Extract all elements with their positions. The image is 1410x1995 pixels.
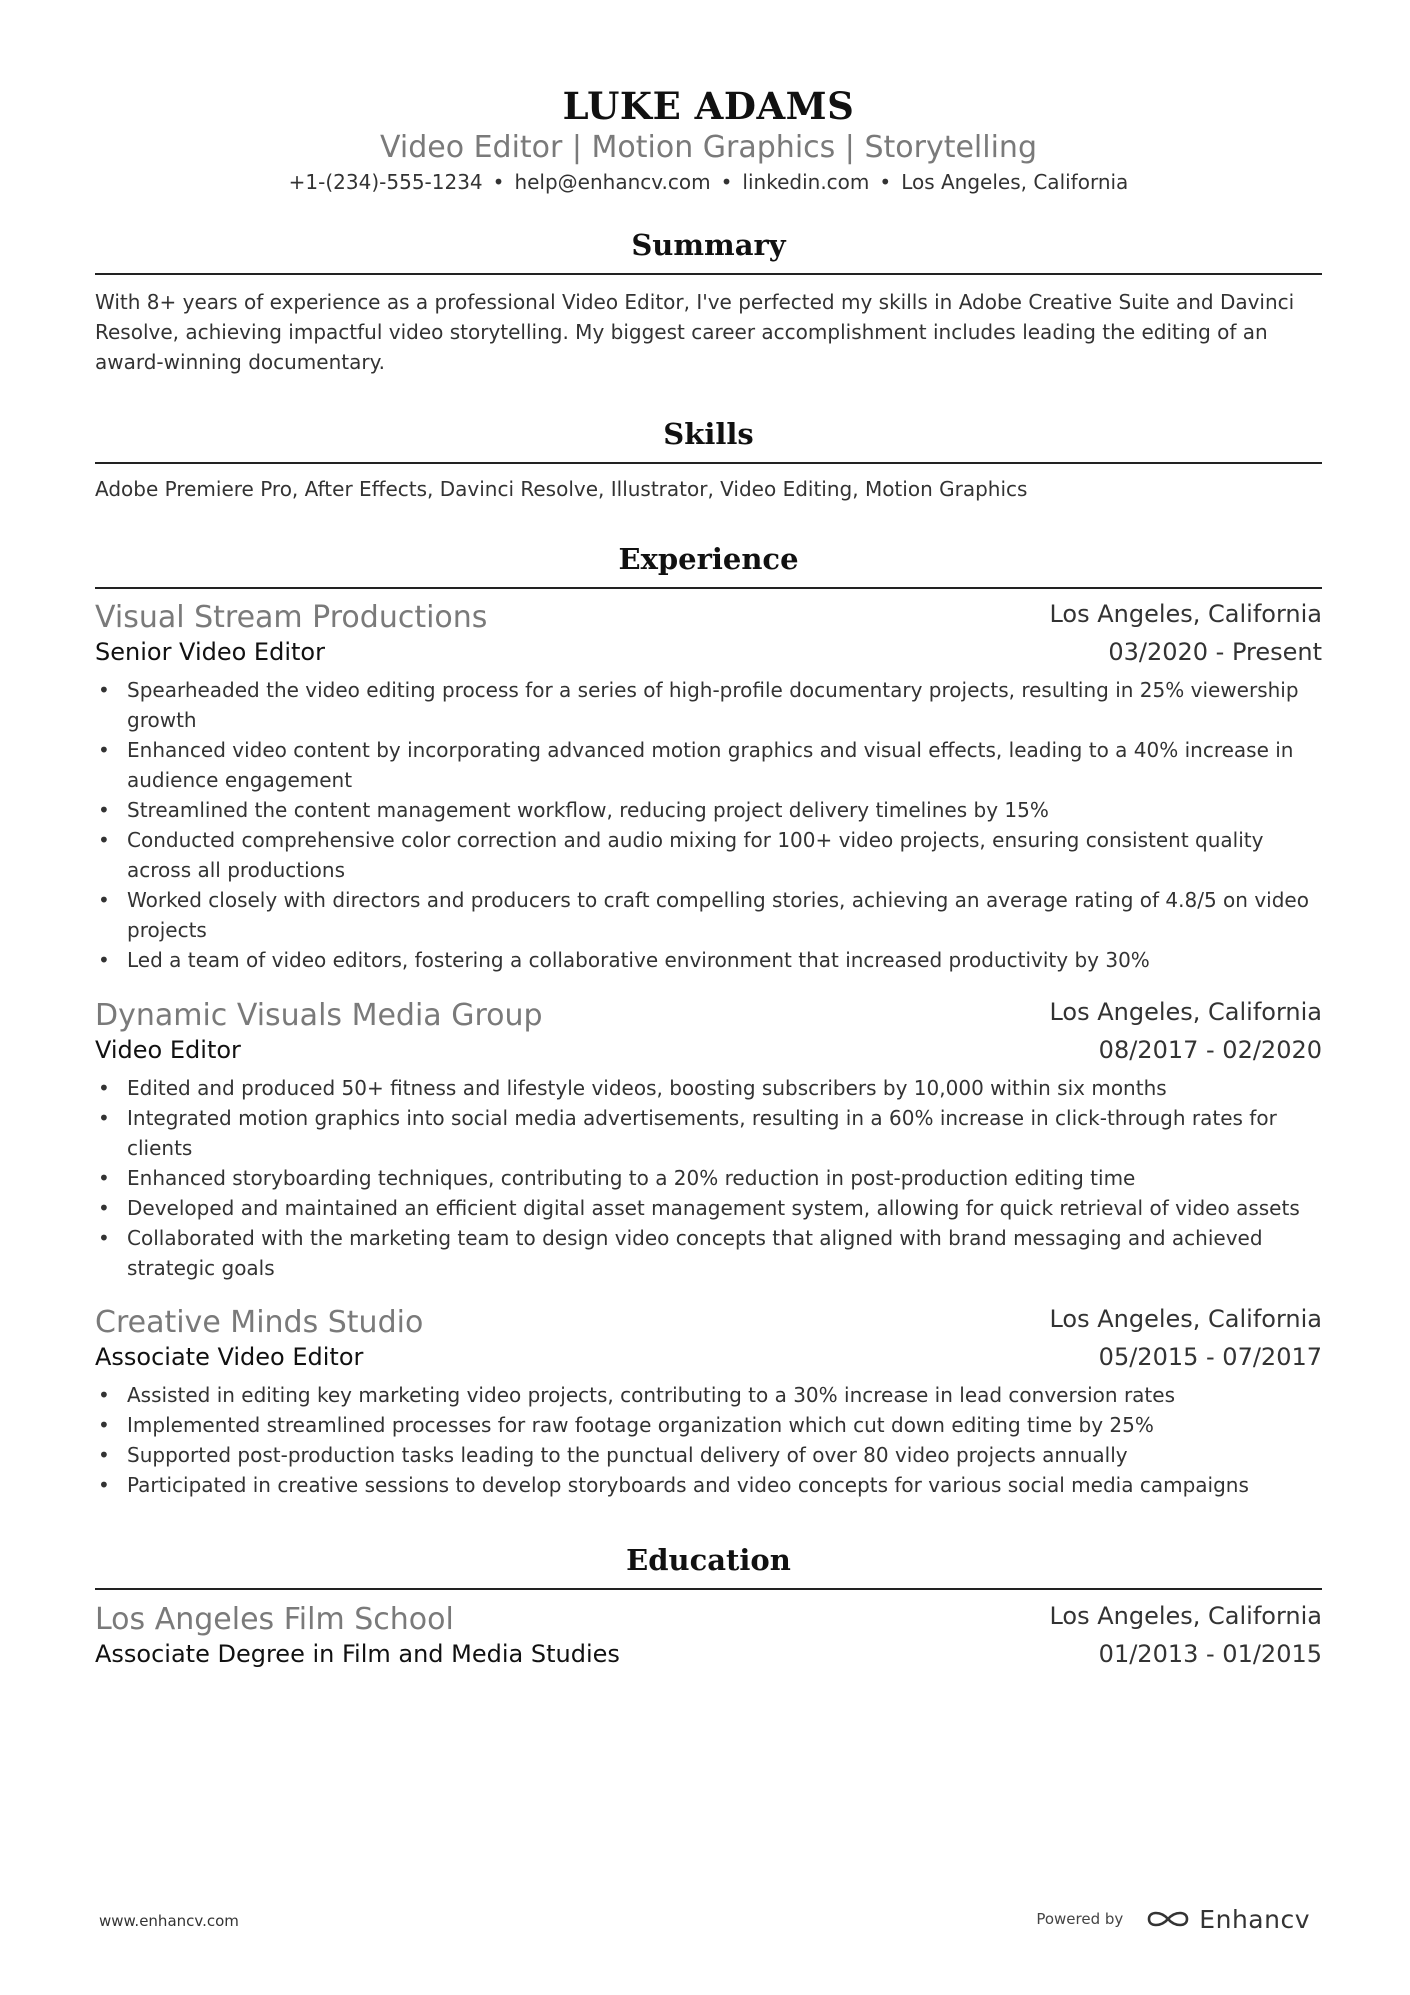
separator-dot: • [879, 170, 892, 194]
job-location: Los Angeles, California [1049, 998, 1322, 1026]
list-item: • Conducted comprehensive color correction and audio mixing for 100+ video projects, ensuring consistent quality across all productions [95, 825, 1322, 885]
job-dates: 05/2015 - 07/2017 [1098, 1343, 1322, 1371]
job-company: Creative Minds Studio [95, 1305, 424, 1340]
contact-linkedin[interactable]: linkedin.com [742, 170, 870, 194]
footer-branding [1036, 1902, 1310, 1936]
job-role: Associate Video Editor [95, 1343, 364, 1371]
list-item: • Participated in creative sessions to develop storyboards and video concepts for various social media campaigns [95, 1470, 1322, 1500]
skills-divider [95, 462, 1322, 464]
job-location: Los Angeles, California [1049, 600, 1322, 628]
job-company: Visual Stream Productions [95, 600, 488, 635]
list-item: • Enhanced video content by incorporating advanced motion graphics and visual effects, leading to a 40% increase in audience engagement [95, 735, 1322, 795]
summary-text: With 8+ years of experience as a professional Video Editor, I've perfected my skills in Adobe Creative Suite and Davinci Resolve, achieving impactful video storytelling. My biggest career accomplishment includes leading the editing of an award-winning documentary. [95, 290, 1295, 374]
contact-location: Los Angeles, California [901, 170, 1129, 194]
separator-dot: • [720, 170, 733, 194]
list-item: • Enhanced storyboarding techniques, contributing to a 20% reduction in post-production editing time [95, 1163, 1322, 1193]
enhancv-logo-icon [1145, 1907, 1191, 1931]
job-3-bullets [95, 1380, 1322, 1500]
summary-divider [95, 273, 1322, 275]
candidate-name: LUKE ADAMS [562, 84, 855, 128]
list-item: • Worked closely with directors and producers to craft compelling stories, achieving an average rating of 4.8/5 on video projects [95, 885, 1322, 945]
separator-dot: • [492, 170, 505, 194]
list-item: • Spearheaded the video editing process for a series of high-profile documentary projects, resulting in 25% viewership growth [95, 675, 1322, 735]
footer-website-link[interactable]: www.enhancv.com [99, 1912, 239, 1930]
contact-line [95, 170, 1322, 194]
job-location: Los Angeles, California [1049, 1305, 1322, 1333]
list-item: • Assisted in editing key marketing video projects, contributing to a 30% increase in lead conversion rates [95, 1380, 1322, 1410]
job-1-bullets [95, 675, 1322, 975]
job-company: Dynamic Visuals Media Group [95, 998, 543, 1033]
skills-heading: Skills [663, 417, 754, 451]
contact-phone[interactable]: +1-(234)-555-1234 [288, 170, 483, 194]
job-2-bullets [95, 1073, 1322, 1283]
education-dates: 01/2013 - 01/2015 [1098, 1640, 1322, 1668]
education-degree: Associate Degree in Film and Media Studies [95, 1640, 620, 1668]
summary-heading: Summary [631, 228, 786, 262]
list-item: • Streamlined the content management workflow, reducing project delivery timelines by 15% [95, 795, 1322, 825]
list-item: • Supported post-production tasks leading to the punctual delivery of over 80 video projects annually [95, 1440, 1322, 1470]
job-dates: 03/2020 - Present [1108, 638, 1322, 666]
education-heading: Education [626, 1543, 791, 1577]
job-role: Senior Video Editor [95, 638, 325, 666]
education-location: Los Angeles, California [1049, 1602, 1322, 1630]
enhancv-brand-name[interactable]: Enhancv [1199, 1904, 1310, 1934]
list-item: • Collaborated with the marketing team to design video concepts that aligned with brand messaging and achieved strategic goals [95, 1223, 1322, 1283]
experience-heading: Experience [618, 542, 799, 576]
contact-email[interactable]: help@enhancv.com [514, 170, 711, 194]
list-item: • Led a team of video editors, fostering a collaborative environment that increased productivity by 30% [95, 945, 1322, 975]
experience-divider [95, 587, 1322, 589]
list-item: • Integrated motion graphics into social media advertisements, resulting in a 60% increase in click-through rates for clients [95, 1103, 1322, 1163]
education-school: Los Angeles Film School [95, 1602, 454, 1637]
list-item: • Developed and maintained an efficient digital asset management system, allowing for quick retrieval of video assets [95, 1193, 1322, 1223]
education-divider [95, 1588, 1322, 1590]
list-item: • Implemented streamlined processes for raw footage organization which cut down editing time by 25% [95, 1410, 1322, 1440]
powered-by-label: Powered by [1036, 1910, 1124, 1928]
skills-text: Adobe Premiere Pro, After Effects, Davinci Resolve, Illustrator, Video Editing, Motion Graphics [95, 477, 1028, 501]
job-role: Video Editor [95, 1036, 241, 1064]
list-item: • Edited and produced 50+ fitness and lifestyle videos, boosting subscribers by 10,000 within six months [95, 1073, 1322, 1103]
candidate-title: Video Editor | Motion Graphics | Storytelling [380, 130, 1037, 165]
job-dates: 08/2017 - 02/2020 [1098, 1036, 1322, 1064]
